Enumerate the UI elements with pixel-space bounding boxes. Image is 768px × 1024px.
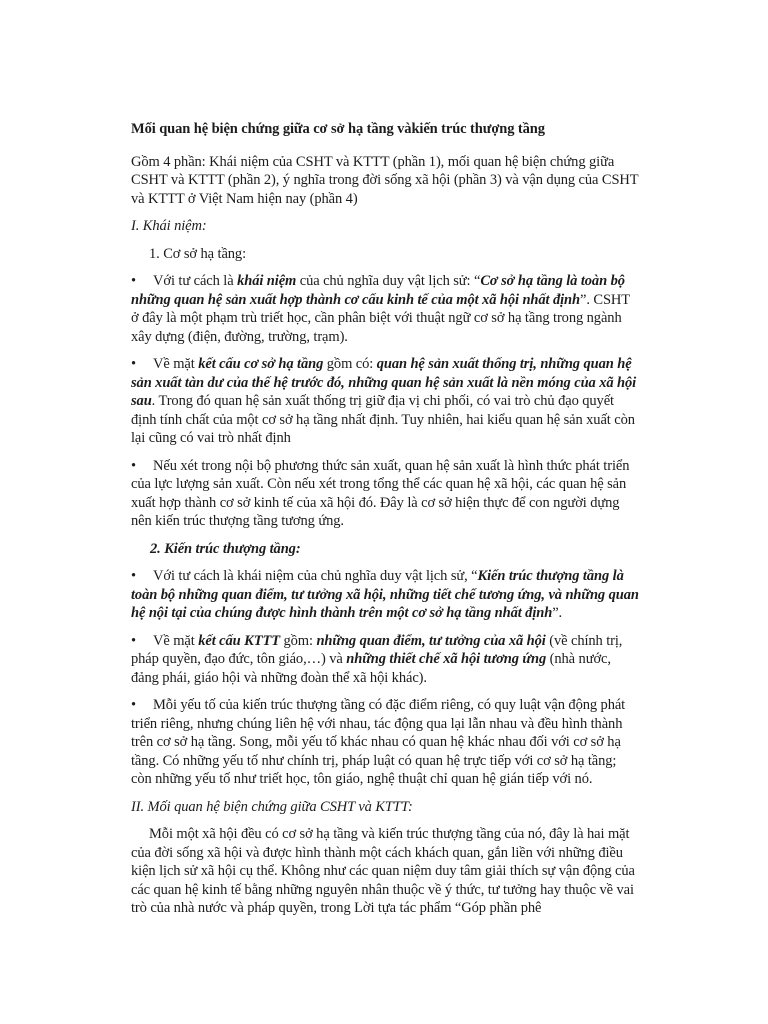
- bullet-marker: •: [131, 568, 136, 584]
- bullet-text: Nếu xét trong nội bộ phương thức sản xuất, quan hệ sản xuất là hình thức phát triển của lực lượng sản xuất. Còn nếu xét trong tổng thể các quan hệ xã hội, các quan hệ sản xuất hợp thành cơ sở kinh tế của xã hội đó. Đây là cơ sở hiện thực để con người dựng nên kiến trúc thượng tầng tương ứng.: [131, 457, 630, 529]
- bullet-item: [131, 272, 639, 346]
- text-run: gồm có:: [323, 356, 377, 372]
- text-run-bold-italic: kết cấu KTTT: [198, 632, 280, 649]
- text-run: Với tư cách là khái niệm của chủ nghĩa duy vật lịch sử, “: [153, 568, 478, 584]
- text-run: Về mặt: [153, 356, 199, 372]
- bullet-item: [131, 457, 639, 531]
- text-run: ”.: [552, 605, 563, 621]
- subheading-infrastructure: 1. Cơ sở hạ tầng:: [149, 245, 247, 262]
- text-run-bold-italic: kết cấu cơ sở hạ tầng: [198, 356, 324, 372]
- bullet-text: [131, 272, 639, 346]
- text-run: (về chính trị, pháp quyền, đạo đức, tôn giáo,…) và: [131, 632, 623, 667]
- bullet-item: [131, 696, 639, 789]
- bullet-item: [131, 567, 639, 623]
- section-heading-concepts: I. Khái niệm:: [131, 218, 207, 234]
- text-run: Về mặt: [153, 632, 199, 649]
- text-run: (nhà nước, đảng phái, giáo hội và những đoàn thể xã hội khác).: [131, 651, 611, 686]
- document-content: [131, 120, 639, 918]
- body-paragraph: Mỗi một xã hội đều có cơ sở hạ tầng và kiến trúc thượng tầng của nó, đây là hai mặt của đời sống xã hội và được hình thành một cách khách quan, gắn liền với những điều kiện lịch sử xã hội cụ thể. Không như các quan niệm duy tâm giải thích sự vận động của các quan hệ kinh tế bằng những nguyên nhân thuộc về ý thức, tư tưởng hay thuộc về vai trò của nhà nước và pháp quyền, trong Lời tựa tác phẩm “Góp phần phê: [131, 826, 635, 916]
- bullet-marker: •: [131, 457, 136, 474]
- bullet-marker: •: [131, 356, 136, 372]
- bullet-text: Mỗi yếu tố của kiến trúc thượng tầng có đặc điểm riêng, có quy luật vận động phát triển riêng, nhưng chúng liên hệ với nhau, tác động qua lại lẫn nhau và đều hình thành trên cơ sở hạ tầng. Song, mỗi yếu tố khác nhau có quan hệ khác nhau đối với cơ sở hạ tầng. Có những yếu tố như chính trị, pháp luật có quan hệ trực tiếp với cơ sở hạ tầng; còn những yếu tố như triết học, tôn giáo, nghệ thuật chỉ quan hệ gián tiếp với nó.: [131, 697, 626, 787]
- text-run-bold-italic: quan hệ sản xuất thống trị, những quan hệ sản xuất tàn dư của thế hệ trước đó, những quan hệ sản xuất là nền móng của xã hội sau: [131, 356, 637, 409]
- text-run: gồm:: [279, 632, 317, 649]
- section-heading-relationship: II. Mối quan hệ biện chứng giữa CSHT và KTTT:: [131, 798, 413, 815]
- bullet-item: [131, 355, 639, 448]
- bullet-marker: •: [131, 632, 136, 649]
- text-run: ”. CSHT ở đây là một phạm trù triết học, cần phân biệt với thuật ngữ cơ sở hạ tầng trong ngành xây dựng (điện, đường, trường, trạm).: [131, 291, 630, 345]
- text-run-bold-italic: những quan điểm, tư tưởng của xã hội: [316, 632, 546, 649]
- bullet-item: [131, 632, 639, 688]
- bullet-marker: •: [131, 697, 136, 713]
- text-run-bold-italic: khái niệm: [237, 273, 297, 289]
- text-run: . Trong đó quan hệ sản xuất thống trị giữ địa vị chi phối, có vai trò chủ đạo quyết định tính chất của một cơ sở hạ tầng nhất định. Tuy nhiên, hai kiểu quan hệ sản xuất còn lại cũng có vai trò nhất định: [131, 393, 635, 446]
- intro-paragraph: Gồm 4 phần: Khái niệm của CSHT và KTTT (phần 1), mối quan hệ biện chứng giữa CSHT và KTTT (phần 2), ý nghĩa trong đời sống xã hội (phần 3) và vận dụng của CSHT và KTTT ở Việt Nam hiện nay (phần 4): [131, 153, 639, 207]
- text-run-bold-italic: những thiết chế xã hội tương ứng: [346, 651, 547, 667]
- bullet-marker: •: [131, 273, 136, 289]
- text-run-bold-italic: Cơ sở hạ tầng là toàn bộ những quan hệ sản xuất hợp thành cơ cấu kinh tế của một xã hội nhất định: [131, 273, 625, 308]
- text-run-bold-italic: Kiến trúc thượng tầng là toàn bộ những quan điểm, tư tưởng xã hội, những tiết chế tương ứng, và những quan hệ nội tại của chúng được hình thành trên một cơ sở hạ tầng nhất định: [131, 568, 639, 621]
- subheading-superstructure: 2. Kiến trúc thượng tầng:: [150, 540, 301, 557]
- text-run: của chủ nghĩa duy vật lịch sử: “: [296, 273, 481, 289]
- text-run: Với tư cách là: [153, 273, 238, 289]
- document-title: Mối quan hệ biện chứng giữa cơ sở hạ tầng vàkiến trúc thượng tầng: [131, 121, 545, 137]
- bullet-text: [131, 355, 639, 448]
- bullet-text: [131, 632, 639, 688]
- bullet-text: [131, 567, 639, 623]
